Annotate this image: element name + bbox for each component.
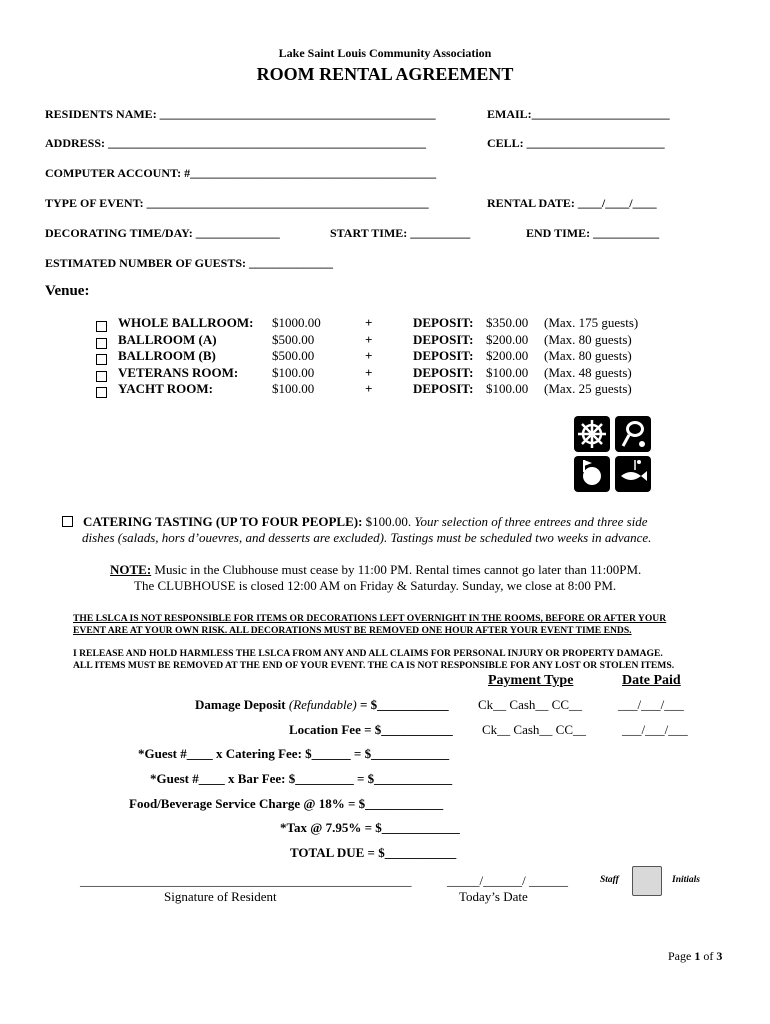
- staff-label: Staff: [600, 875, 619, 885]
- location-fee-row: [289, 722, 453, 738]
- damage-payment-type[interactable]: Ck__ Cash__ CC__: [478, 697, 583, 712]
- venue-deposit-label: DEPOSIT:: [413, 364, 474, 380]
- disclaimer-line-3: I RELEASE AND HOLD HARMLESS THE LSLCA FROM ANY AND ALL CLAIMS FOR PERSONAL INJURY OR PROPERTY DAMAGE.: [73, 648, 663, 659]
- venue-plus: +: [365, 331, 373, 347]
- note-text-2: The CLUBHOUSE is closed 12:00 AM on Friday & Saturday. Sunday, we close at 8:00 PM.: [134, 578, 617, 593]
- damage-deposit-field[interactable]: = $___________: [360, 697, 449, 712]
- note-line-1: [110, 562, 641, 578]
- damage-deposit-label: Damage Deposit: [195, 697, 286, 712]
- note-label: NOTE:: [110, 562, 152, 577]
- end-time-field[interactable]: END TIME: ___________: [526, 226, 660, 240]
- venue-name: VETERANS ROOM:: [118, 364, 239, 380]
- total-due-row[interactable]: TOTAL DUE = $___________: [290, 845, 457, 860]
- date-paid-header: Date Paid: [622, 673, 681, 688]
- rental-date-field[interactable]: RENTAL DATE: ____/____/____: [487, 196, 657, 210]
- venue-deposit: $350.00: [486, 315, 529, 330]
- fishing-icon: [615, 456, 651, 492]
- cell-field[interactable]: CELL: _______________________: [487, 136, 665, 150]
- venue-name: WHOLE BALLROOM:: [118, 315, 254, 330]
- catering-price: $100.00.: [365, 514, 412, 529]
- catering-fee-row[interactable]: *Guest #____ x Catering Fee: $______ = $____________: [138, 746, 450, 761]
- venue-max: (Max. 80 guests): [544, 331, 632, 347]
- page-num: 1: [694, 949, 701, 963]
- email-field[interactable]: EMAIL:_______________________: [487, 107, 670, 121]
- service-charge-row[interactable]: Food/Beverage Service Charge @ 18% = $____________: [129, 796, 444, 811]
- catering-note-1: Your selection of three entrees and three side: [414, 514, 648, 529]
- bar-fee-row[interactable]: *Guest #____ x Bar Fee: $_________ = $____________: [150, 771, 453, 786]
- venue-name: YACHT ROOM:: [118, 381, 213, 396]
- damage-refundable: (Refundable): [288, 697, 357, 712]
- catering-label: CATERING TASTING (UP TO FOUR PEOPLE):: [83, 514, 363, 529]
- page-of: of: [703, 949, 714, 963]
- venue-checkbox[interactable]: [96, 351, 117, 369]
- venue-deposit: $100.00: [486, 381, 529, 396]
- venue-deposit-label: DEPOSIT:: [413, 331, 474, 347]
- venue-price: $100.00: [272, 381, 315, 396]
- venue-plus: +: [365, 348, 373, 363]
- signature-line[interactable]: ___________________________________________________: [80, 873, 412, 888]
- disclaimer-line-2: EVENT ARE AT YOUR OWN RISK. ALL DECORATIONS MUST BE REMOVED ONE HOUR AFTER YOUR EVENT TIME ENDS.: [73, 625, 632, 636]
- venue-max: (Max. 48 guests): [544, 364, 632, 380]
- damage-deposit-row: [195, 697, 449, 713]
- venue-max: (Max. 80 guests): [544, 348, 632, 363]
- venue-heading: Venue:: [45, 283, 90, 299]
- venue-checkbox[interactable]: [96, 384, 117, 402]
- catering-note-2: dishes (salads, hors d’ouevres, and desserts are excluded). Tastings must be scheduled two weeks in advance.: [82, 530, 652, 545]
- decorating-time-field[interactable]: DECORATING TIME/DAY: ______________: [45, 226, 280, 240]
- venue-max: (Max. 175 guests): [544, 315, 639, 330]
- payment-type-header: Payment Type: [488, 673, 574, 688]
- residents-name-field[interactable]: RESIDENTS NAME: ______________________________________________: [45, 107, 436, 121]
- ship-wheel-icon: [574, 416, 610, 452]
- todays-date-label: Today’s Date: [459, 889, 528, 904]
- page-number: [668, 949, 722, 964]
- disclaimer-line-1: THE LSLCA IS NOT RESPONSIBLE FOR ITEMS OR DECORATIONS LEFT OVERNIGHT IN THE ROOMS, BEFORE OR AFTER YOUR: [73, 613, 667, 624]
- signature-label: Signature of Resident: [164, 889, 277, 904]
- location-payment-type[interactable]: Ck__ Cash__ CC__: [482, 722, 587, 737]
- venue-checkbox[interactable]: [96, 335, 117, 353]
- venue-deposit-label: DEPOSIT:: [413, 315, 474, 330]
- venue-checkbox[interactable]: [96, 318, 117, 336]
- golf-icon: [574, 456, 610, 492]
- damage-date-paid[interactable]: ___/___/___: [618, 697, 684, 712]
- guests-field[interactable]: ESTIMATED NUMBER OF GUESTS: ______________: [45, 256, 334, 270]
- venue-name: BALLROOM (A): [118, 331, 217, 347]
- page-title: ROOM RENTAL AGREEMENT: [256, 64, 514, 84]
- todays-date-line[interactable]: _____/______/ ______: [447, 873, 568, 888]
- venue-deposit-label: DEPOSIT:: [413, 348, 474, 363]
- location-fee-field[interactable]: = $___________: [364, 722, 453, 737]
- start-time-field[interactable]: START TIME: __________: [330, 226, 471, 240]
- tax-row[interactable]: *Tax @ 7.95% = $____________: [280, 820, 460, 835]
- catering-line-1: [62, 514, 648, 530]
- page-prefix: Page: [668, 949, 692, 963]
- computer-account-field[interactable]: COMPUTER ACCOUNT: #_________________________________________: [45, 166, 437, 180]
- tennis-icon: [615, 416, 651, 452]
- venue-price: $1000.00: [272, 315, 321, 330]
- staff-initials-box[interactable]: [632, 866, 662, 896]
- address-field[interactable]: ADDRESS: _____________________________________________________: [45, 136, 427, 150]
- catering-checkbox[interactable]: [62, 516, 73, 527]
- venue-deposit: $100.00: [486, 364, 529, 380]
- venue-price: $500.00: [272, 331, 315, 347]
- venue-plus: +: [365, 364, 373, 380]
- venue-plus: +: [365, 381, 373, 396]
- venue-price: $500.00: [272, 348, 315, 363]
- venue-checkbox[interactable]: [96, 368, 117, 386]
- location-fee-label: Location Fee: [289, 722, 361, 737]
- location-date-paid[interactable]: ___/___/___: [622, 722, 688, 737]
- venue-deposit: $200.00: [486, 348, 529, 363]
- venue-max: (Max. 25 guests): [544, 381, 632, 396]
- org-name: Lake Saint Louis Community Association: [278, 46, 492, 60]
- venue-name: BALLROOM (B): [118, 348, 216, 363]
- page-total: 3: [716, 949, 723, 963]
- initials-label: Initials: [672, 875, 700, 885]
- venue-deposit-label: DEPOSIT:: [413, 381, 474, 396]
- note-text-1: Music in the Clubhouse must cease by 11:00 PM. Rental times cannot go later than 11:00PM.: [154, 562, 642, 577]
- venue-plus: +: [365, 315, 373, 330]
- venue-deposit: $200.00: [486, 331, 529, 347]
- venue-price: $100.00: [272, 364, 315, 380]
- disclaimer-line-4: ALL ITEMS MUST BE REMOVED AT THE END OF YOUR EVENT. THE CA IS NOT RESPONSIBLE FOR ANY LOST OR STOLEN ITEMS.: [73, 660, 675, 671]
- type-of-event-field[interactable]: TYPE OF EVENT: _______________________________________________: [45, 196, 429, 210]
